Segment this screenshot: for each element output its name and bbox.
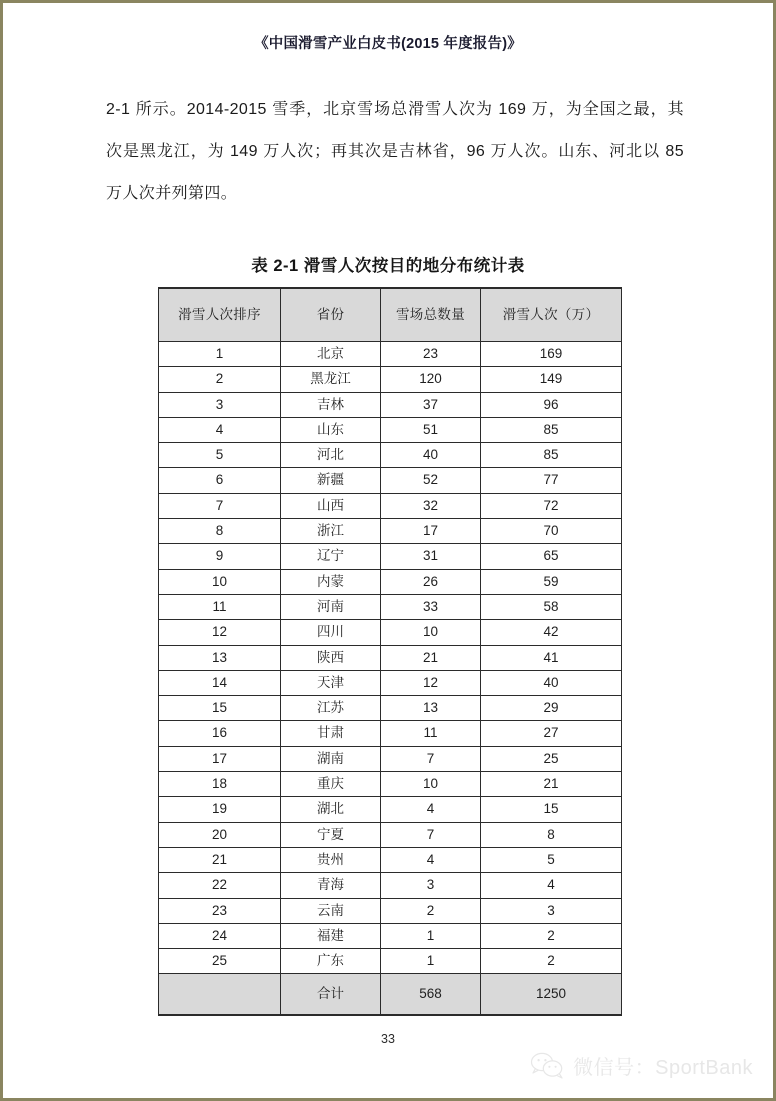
cell-province: 广东 xyxy=(281,949,381,974)
cell-province: 内蒙 xyxy=(281,569,381,594)
table-row xyxy=(159,822,622,847)
cell-resortcount: 40 xyxy=(381,443,481,468)
cell-resortcount: 33 xyxy=(381,594,481,619)
cell-resortcount: 51 xyxy=(381,417,481,442)
cell-rank: 5 xyxy=(159,443,281,468)
cell-resortcount: 1 xyxy=(381,923,481,948)
cell-rank: 12 xyxy=(159,620,281,645)
cell-skiervisits: 169 xyxy=(481,342,622,367)
cell-resortcount: 3 xyxy=(381,873,481,898)
cell-rank: 22 xyxy=(159,873,281,898)
cell-resortcount: 17 xyxy=(381,519,481,544)
table-row xyxy=(159,342,622,367)
table-total-row xyxy=(159,974,622,1016)
table-row xyxy=(159,367,622,392)
cell-province: 青海 xyxy=(281,873,381,898)
cell-skiervisits: 21 xyxy=(481,772,622,797)
cell-rank: 25 xyxy=(159,949,281,974)
cell-skiervisits: 29 xyxy=(481,696,622,721)
table-row xyxy=(159,721,622,746)
cell-rank: 19 xyxy=(159,797,281,822)
cell-skiervisits: 8 xyxy=(481,822,622,847)
cell-province: 云南 xyxy=(281,898,381,923)
cell-province: 重庆 xyxy=(281,772,381,797)
cell-rank: 3 xyxy=(159,392,281,417)
table-row xyxy=(159,544,622,569)
cell-province: 宁夏 xyxy=(281,822,381,847)
cell-resortcount: 13 xyxy=(381,696,481,721)
cell-resortcount: 10 xyxy=(381,620,481,645)
cell-resortcount: 37 xyxy=(381,392,481,417)
cell-province: 北京 xyxy=(281,342,381,367)
cell-resortcount: 1 xyxy=(381,949,481,974)
table-row xyxy=(159,696,622,721)
table-row xyxy=(159,443,622,468)
cell-skiervisits: 96 xyxy=(481,392,622,417)
table-row xyxy=(159,569,622,594)
cell-rank: 6 xyxy=(159,468,281,493)
cell-skiervisits: 70 xyxy=(481,519,622,544)
cell-skiervisits: 25 xyxy=(481,746,622,771)
table-row xyxy=(159,468,622,493)
cell-province: 浙江 xyxy=(281,519,381,544)
column-header-province: 省份 xyxy=(281,288,381,342)
cell-resortcount: 2 xyxy=(381,898,481,923)
cell-skiervisits: 5 xyxy=(481,847,622,872)
cell-province: 辽宁 xyxy=(281,544,381,569)
cell-rank: 18 xyxy=(159,772,281,797)
table-header-row xyxy=(159,288,622,342)
cell-province: 贵州 xyxy=(281,847,381,872)
cell-resortcount: 26 xyxy=(381,569,481,594)
cell-province: 湖南 xyxy=(281,746,381,771)
page-content xyxy=(3,3,773,1098)
watermark xyxy=(530,1051,753,1080)
table-row xyxy=(159,923,622,948)
cell-resortcount: 52 xyxy=(381,468,481,493)
cell-rank: 7 xyxy=(159,493,281,518)
cell-resortcount: 32 xyxy=(381,493,481,518)
cell-total-skiervisits: 1250 xyxy=(481,974,622,1016)
cell-province: 天津 xyxy=(281,670,381,695)
cell-resortcount: 4 xyxy=(381,797,481,822)
cell-skiervisits: 77 xyxy=(481,468,622,493)
cell-province: 黑龙江 xyxy=(281,367,381,392)
cell-resortcount: 23 xyxy=(381,342,481,367)
cell-total-rank xyxy=(159,974,281,1016)
column-header-resortcount: 雪场总数量 xyxy=(381,288,481,342)
cell-skiervisits: 40 xyxy=(481,670,622,695)
cell-province: 四川 xyxy=(281,620,381,645)
table-row xyxy=(159,898,622,923)
cell-province: 陕西 xyxy=(281,645,381,670)
table-row xyxy=(159,645,622,670)
cell-province: 湖北 xyxy=(281,797,381,822)
ski-visits-table-container xyxy=(158,287,621,1016)
cell-rank: 13 xyxy=(159,645,281,670)
table-row xyxy=(159,772,622,797)
cell-rank: 11 xyxy=(159,594,281,619)
cell-rank: 9 xyxy=(159,544,281,569)
table-body xyxy=(159,342,622,1016)
cell-rank: 17 xyxy=(159,746,281,771)
table-row xyxy=(159,493,622,518)
ski-visits-by-province-table xyxy=(158,287,622,1016)
cell-skiervisits: 2 xyxy=(481,949,622,974)
cell-province: 江苏 xyxy=(281,696,381,721)
watermark-text: 微信号：SportBank xyxy=(573,1057,753,1079)
table-row xyxy=(159,392,622,417)
cell-skiervisits: 85 xyxy=(481,443,622,468)
column-header-skiervisits: 滑雪人次（万） xyxy=(481,288,622,342)
cell-rank: 20 xyxy=(159,822,281,847)
cell-rank: 14 xyxy=(159,670,281,695)
cell-skiervisits: 41 xyxy=(481,645,622,670)
cell-rank: 8 xyxy=(159,519,281,544)
cell-rank: 2 xyxy=(159,367,281,392)
cell-rank: 24 xyxy=(159,923,281,948)
cell-resortcount: 31 xyxy=(381,544,481,569)
wechat-icon xyxy=(530,1052,564,1079)
cell-total-resortcount: 568 xyxy=(381,974,481,1016)
table-row xyxy=(159,594,622,619)
cell-province: 山西 xyxy=(281,493,381,518)
cell-province: 福建 xyxy=(281,923,381,948)
cell-resortcount: 21 xyxy=(381,645,481,670)
cell-total-label: 合计 xyxy=(281,974,381,1016)
cell-resortcount: 11 xyxy=(381,721,481,746)
body-paragraph: 2-1 所示。2014-2015 雪季，北京雪场总滑雪人次为 169 万，为全国之最，其次是黑龙江，为 149 万人次；再其次是吉林省，96 万人次。山东、河北以 85 万人次并列第四。 xyxy=(106,101,684,202)
cell-province: 甘肃 xyxy=(281,721,381,746)
cell-province: 山东 xyxy=(281,417,381,442)
cell-resortcount: 12 xyxy=(381,670,481,695)
cell-province: 新疆 xyxy=(281,468,381,493)
running-header: 《中国滑雪产业白皮书(2015 年度报告)》 xyxy=(254,36,522,52)
cell-rank: 16 xyxy=(159,721,281,746)
table-row xyxy=(159,519,622,544)
cell-resortcount: 10 xyxy=(381,772,481,797)
table-caption: 表 2-1 滑雪人次按目的地分布统计表 xyxy=(251,257,525,275)
cell-skiervisits: 59 xyxy=(481,569,622,594)
cell-resortcount: 4 xyxy=(381,847,481,872)
cell-rank: 15 xyxy=(159,696,281,721)
cell-skiervisits: 149 xyxy=(481,367,622,392)
page-number: 33 xyxy=(381,1032,395,1046)
table-row xyxy=(159,620,622,645)
cell-rank: 1 xyxy=(159,342,281,367)
cell-rank: 4 xyxy=(159,417,281,442)
table-row xyxy=(159,670,622,695)
column-header-rank: 滑雪人次排序 xyxy=(159,288,281,342)
cell-skiervisits: 3 xyxy=(481,898,622,923)
cell-skiervisits: 58 xyxy=(481,594,622,619)
cell-province: 河南 xyxy=(281,594,381,619)
cell-rank: 23 xyxy=(159,898,281,923)
table-row xyxy=(159,949,622,974)
cell-resortcount: 7 xyxy=(381,822,481,847)
cell-skiervisits: 85 xyxy=(481,417,622,442)
cell-province: 河北 xyxy=(281,443,381,468)
cell-resortcount: 7 xyxy=(381,746,481,771)
table-row xyxy=(159,847,622,872)
cell-skiervisits: 2 xyxy=(481,923,622,948)
cell-province: 吉林 xyxy=(281,392,381,417)
cell-skiervisits: 72 xyxy=(481,493,622,518)
table-row xyxy=(159,873,622,898)
cell-skiervisits: 15 xyxy=(481,797,622,822)
table-row xyxy=(159,417,622,442)
cell-rank: 10 xyxy=(159,569,281,594)
cell-skiervisits: 42 xyxy=(481,620,622,645)
table-row xyxy=(159,746,622,771)
cell-skiervisits: 4 xyxy=(481,873,622,898)
table-row xyxy=(159,797,622,822)
cell-skiervisits: 27 xyxy=(481,721,622,746)
cell-rank: 21 xyxy=(159,847,281,872)
cell-resortcount: 120 xyxy=(381,367,481,392)
cell-skiervisits: 65 xyxy=(481,544,622,569)
table-header xyxy=(159,288,622,342)
